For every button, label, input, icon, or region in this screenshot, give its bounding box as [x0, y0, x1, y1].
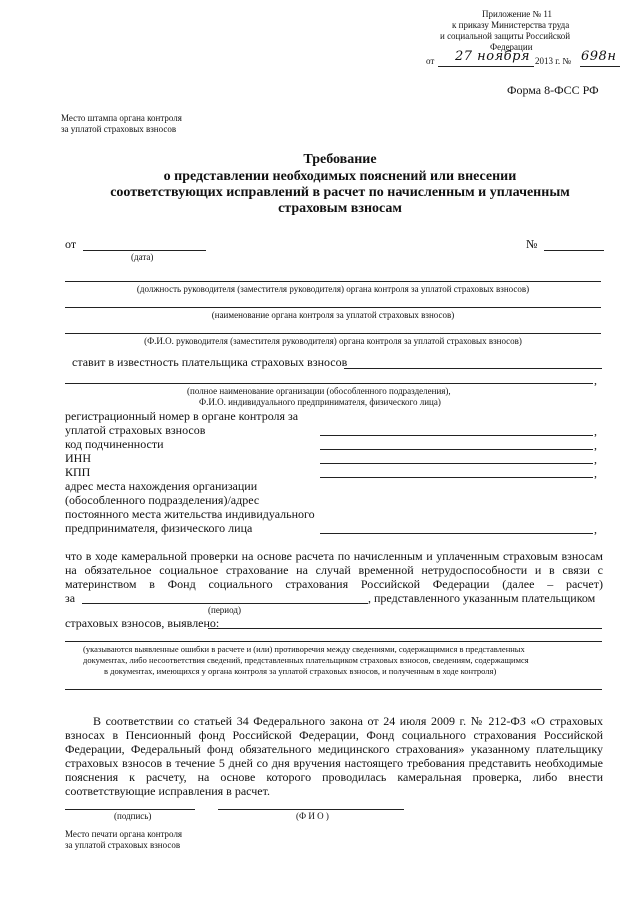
position-field-line [65, 281, 601, 282]
payer-caption-line-2: Ф.И.О. индивидуального предпринимателя, физического лица) [199, 397, 441, 407]
errors-caption-line-2: документах, либо несоответствия сведений, представленных плательщиком страховых взносов, сведениям, содержащимся [83, 655, 529, 665]
inn-label: ИНН [65, 451, 91, 465]
document-title-line-2: о представлении необходимых пояснений или внесении [163, 169, 517, 184]
found-text: страховых взносов, выявлено: [65, 616, 220, 630]
address-label-line-1: адрес места нахождения организации [65, 479, 258, 493]
appendix-date-line [438, 66, 534, 67]
findings-field-line-2 [65, 641, 602, 642]
head-fio-field-line [65, 333, 601, 334]
signature-field-line [65, 809, 195, 810]
form-code: Форма 8-ФСС РФ [507, 83, 599, 97]
inn-comma: , [594, 452, 597, 466]
kpp-comma: , [594, 466, 597, 480]
appendix-handwritten-date: 27 ноября [455, 49, 531, 64]
address-label-line-3: постоянного места жительства индивидуального [65, 507, 315, 521]
inn-field-line [320, 463, 593, 464]
findings-field-line-3 [65, 689, 602, 690]
address-label-line-2: (обособленного подразделения)/адрес [65, 493, 260, 507]
reg-number-label-line-2: уплатой страховых взносов [65, 423, 206, 437]
findings-field-line-1 [208, 628, 602, 629]
reg-number-field-line [320, 435, 593, 436]
appendix-line-3: и социальной защиты Российской [440, 31, 571, 41]
signer-fio-field-line [218, 809, 404, 810]
address-label-line-4: предпринимателя, физического лица [65, 521, 253, 535]
errors-caption-line-3: в документах, имеющихся у органа контроля за уплатой страховых взносов, и полученным в ходе контроля) [104, 666, 497, 676]
period-prefix: за [65, 591, 76, 605]
seal-place-line-1: Место печати органа контроля [65, 829, 183, 839]
legal-paragraph-line-1: В соответствии со статьей 34 Федерального закона от 24 июля 2009 г. № 212-ФЗ «О страховых [93, 714, 603, 728]
from-label: от [65, 237, 77, 251]
kpp-field-line [320, 477, 593, 478]
reg-number-label-line-1: регистрационный номер в органе контроля за [65, 409, 299, 423]
legal-paragraph-line-6: соответствующие исправления в расчет. [65, 784, 270, 798]
signature-caption: (подпись) [114, 811, 152, 821]
audit-paragraph-line-3: материнством в Фонд социального страхования Российской Федерации (далее – расчет) [65, 577, 603, 591]
address-comma: , [594, 522, 597, 536]
head-fio-caption: (Ф.И.О. руководителя (заместителя руководителя) органа контроля за уплатой страховых взносов) [144, 336, 522, 346]
period-caption: (период) [208, 605, 241, 615]
period-suffix: , представленного указанным плательщиком [368, 591, 596, 605]
period-field-line [82, 603, 368, 604]
number-field-line [544, 250, 604, 251]
errors-caption-line-1: (указываются выявленные ошибки в расчете и (или) противоречия между сведениями, содержащимися в представленных [83, 644, 525, 654]
date-field-line [83, 250, 206, 251]
appendix-line-2: к приказу Министерства труда [452, 20, 570, 30]
subordination-code-field-line [320, 449, 593, 450]
payer-caption-line-1: (полное наименование организации (обособленного подразделения), [187, 386, 451, 396]
kpp-label: КПП [65, 465, 91, 479]
notify-payer-text: ставит в известность плательщика страховых взносов [72, 355, 348, 369]
stamp-place-line-1: Место штампа органа контроля [61, 113, 182, 123]
position-caption: (должность руководителя (заместителя руководителя) органа контроля за уплатой страховых взносов) [136, 284, 530, 294]
payer-name-line-2 [65, 383, 593, 384]
number-label: № [526, 237, 538, 251]
org-name-caption: (наименование органа контроля за уплатой страховых взносов) [211, 310, 455, 320]
appendix-from-label: от [426, 56, 435, 66]
subordination-code-comma: , [594, 438, 597, 452]
org-name-field-line [65, 307, 601, 308]
legal-paragraph-line-5: пояснения к расчету, на основе которого проводилась камеральная проверка, либо внести [65, 770, 603, 784]
appendix-line-1: Приложение № 11 [482, 9, 553, 19]
legal-paragraph-line-4: страховых взносов в течение 5 дней со дня вручения настоящего требования представить необходимые [65, 756, 603, 770]
appendix-line-4: Федерации [490, 42, 533, 52]
audit-paragraph-line-2: на обязательное социальное страхование на случай временной нетрудоспособности и в связи с [65, 563, 603, 577]
stamp-place-line-2: за уплатой страховых взносов [61, 124, 177, 134]
document-title: Требование [303, 152, 377, 167]
reg-number-comma: , [594, 424, 597, 438]
appendix-number-line [580, 66, 620, 67]
payer-name-comma: , [594, 373, 597, 387]
legal-paragraph-line-2: взносах в Пенсионный фонд Российской Федерации, Фонд социального страхования Российской [65, 728, 603, 742]
appendix-year-number: 2013 г. № [535, 56, 572, 66]
date-caption: (дата) [131, 252, 154, 262]
signer-fio-caption: (Ф И О ) [296, 811, 329, 821]
audit-paragraph-line-1: что в ходе камеральной проверки на основе расчета по начисленным и уплаченным страховым взносам [65, 549, 603, 563]
legal-paragraph-line-3: Федерации, Федеральный фонд обязательного медицинского страхования» указанному плательщику [65, 742, 603, 756]
address-field-line [320, 533, 593, 534]
document-title-line-4: страховым взносам [278, 201, 402, 216]
document-title-line-3: соответствующих исправлений в расчет по начисленным и уплаченным [110, 185, 570, 200]
appendix-handwritten-number: 698н [581, 49, 617, 64]
seal-place-line-2: за уплатой страховых взносов [65, 840, 181, 850]
payer-name-line-1 [344, 368, 602, 369]
subordination-code-label: код подчиненности [65, 437, 164, 451]
